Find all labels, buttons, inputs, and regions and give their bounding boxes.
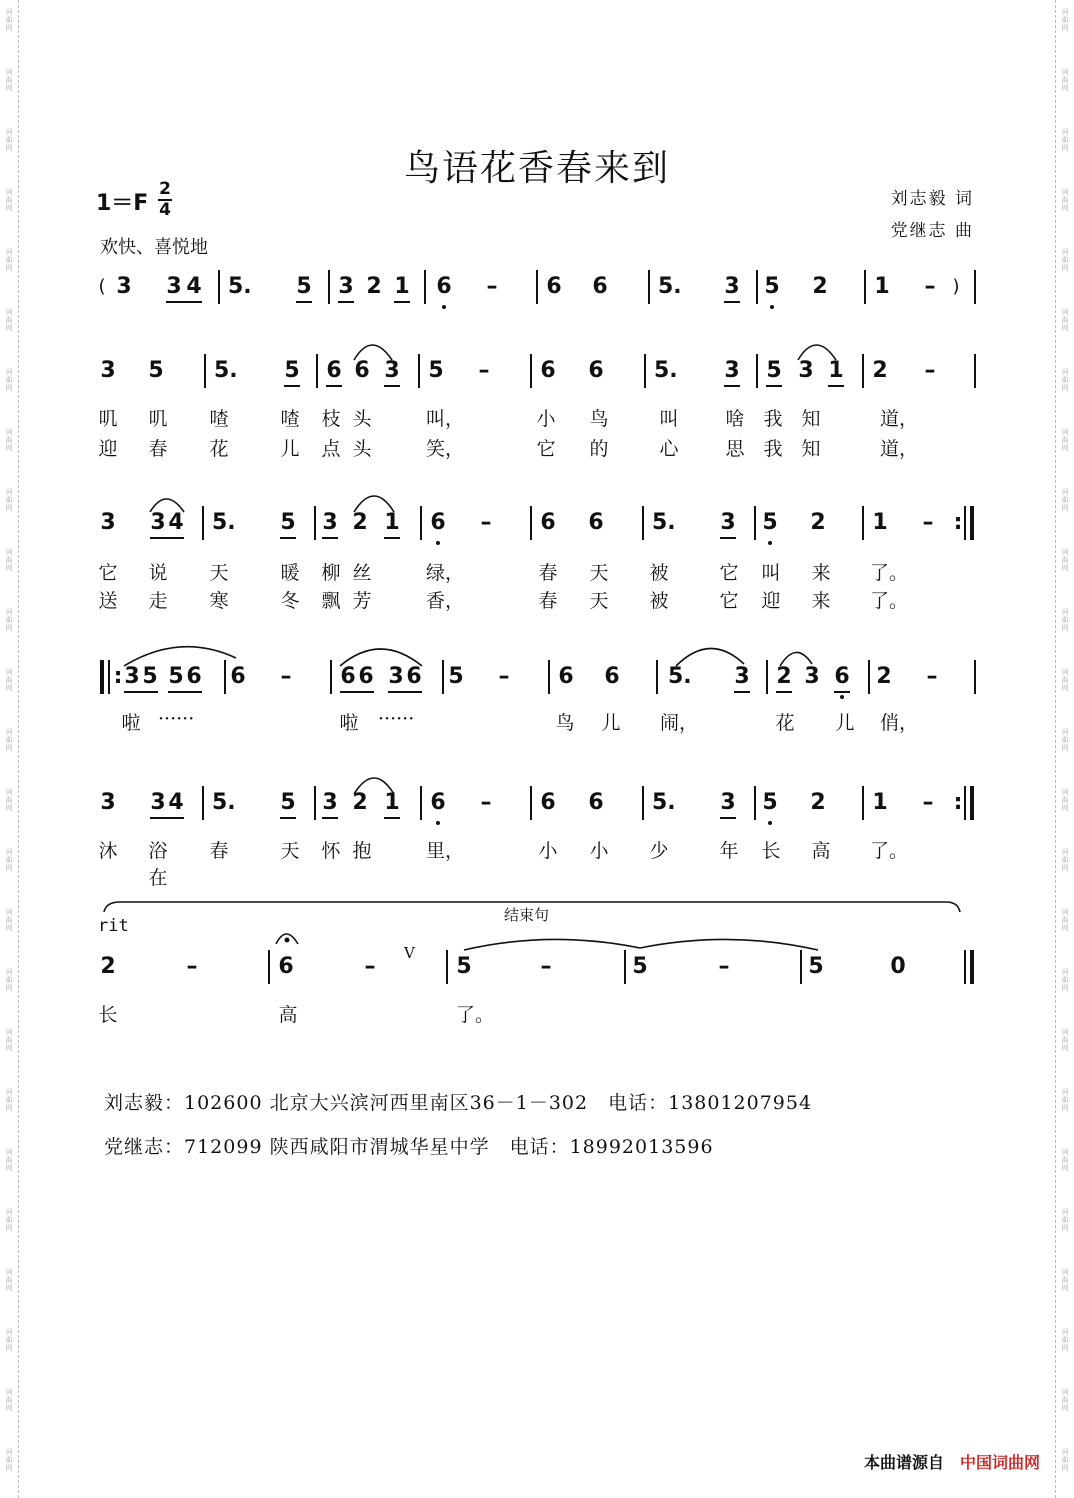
note: 3 — [100, 510, 116, 535]
dash: – — [926, 664, 938, 689]
note: 5 — [428, 358, 444, 383]
slur — [780, 652, 812, 666]
lyric-syllable: 芳 — [352, 590, 372, 612]
watermark-text: 词 曲 网 — [5, 428, 13, 452]
watermark-text: 词 曲 网 — [1061, 1088, 1069, 1112]
note: 3 — [322, 790, 338, 815]
note: 1 — [384, 510, 400, 535]
source-credit — [864, 1450, 1040, 1473]
repeat-dots: : — [953, 790, 963, 815]
note: 1 — [872, 510, 888, 535]
note: 5 — [632, 954, 648, 979]
time-signature: $\frac{2}{4}$ — [159, 179, 171, 220]
watermark-text: 词 曲 网 — [5, 908, 13, 932]
lyric-syllable: 叫 — [761, 562, 781, 584]
note: 5. — [658, 274, 682, 299]
watermark-text: 词 曲 网 — [1061, 368, 1069, 392]
note: 6 — [588, 358, 604, 383]
song-title: 鸟语花香春来到 — [403, 148, 670, 189]
lyric-syllable: 长 — [98, 1004, 118, 1026]
lyric-syllable: 知 — [801, 438, 821, 460]
watermark-text: 词 曲 网 — [5, 1328, 13, 1352]
dash: – — [540, 954, 552, 979]
watermark-text: 词 曲 网 — [1061, 1028, 1069, 1052]
lyric-syllable: 少 — [649, 840, 669, 862]
watermark-text: 词 曲 网 — [5, 68, 13, 92]
lyric-syllable: ······ — [378, 708, 415, 730]
source-label: 本曲谱源自 — [863, 1453, 944, 1472]
note: 3 — [100, 358, 116, 383]
lyric-syllable: 寒 — [209, 590, 229, 612]
watermark-text: 词 曲 网 — [1061, 1208, 1069, 1232]
watermark-text: 词 曲 网 — [5, 188, 13, 212]
lyric-syllable: 小 — [538, 840, 558, 862]
dash: – — [480, 790, 492, 815]
lyric-syllable: 柳 — [321, 562, 341, 584]
lyric-syllable: 长 — [761, 840, 781, 862]
note: 1 — [828, 358, 844, 383]
dash: – — [498, 664, 510, 689]
lyric-syllable: 天 — [280, 840, 300, 862]
note: 2 — [810, 510, 826, 535]
note: 5 — [280, 510, 296, 535]
lyric-syllable: 绿， — [426, 562, 465, 584]
watermark-text: 词 曲 网 — [5, 608, 13, 632]
watermark-text: 词 曲 网 — [5, 248, 13, 272]
lyric-syllable: 儿 — [601, 712, 621, 734]
lyric-syllable: 叫 — [659, 408, 679, 430]
lyricist-credit: 刘志毅 词 — [890, 189, 974, 209]
note: 1 — [384, 790, 400, 815]
lyric-syllable: 了。 — [870, 590, 909, 612]
note: 6 — [588, 790, 604, 815]
note: 4 — [168, 790, 184, 815]
lyric-syllable: 花 — [209, 438, 229, 460]
lyric-syllable: 我 — [763, 438, 783, 460]
note: 2 — [812, 274, 828, 299]
watermark-text: 词 曲 网 — [1061, 1448, 1069, 1472]
lyric-syllable: 儿 — [835, 712, 855, 734]
note: 6 — [834, 664, 850, 689]
note: 5. — [212, 790, 236, 815]
watermark-text: 词 曲 网 — [1061, 848, 1069, 872]
lyric-syllable: 冬 — [280, 590, 300, 612]
note: 5 — [456, 954, 472, 979]
note: 3 — [124, 664, 140, 689]
note: 3 — [720, 790, 736, 815]
lyric-syllable: 暖 — [280, 562, 300, 584]
watermark-text: 词 曲 网 — [1061, 428, 1069, 452]
lyric-syllable: 知 — [801, 408, 821, 430]
lyric-syllable: 啥 — [725, 408, 745, 430]
note: 1 — [872, 790, 888, 815]
note: 6 — [230, 664, 246, 689]
lyric-syllable: 儿 — [280, 438, 300, 460]
watermark-text: 词 曲 网 — [1061, 308, 1069, 332]
slur — [464, 939, 640, 950]
slur — [124, 647, 236, 666]
lyric-syllable: 送 — [98, 590, 118, 612]
note: 3 — [384, 358, 400, 383]
watermark-text: 词 曲 网 — [1061, 908, 1069, 932]
lyric-syllable: 的 — [589, 438, 609, 460]
watermark-text: 词 曲 网 — [1061, 1148, 1069, 1172]
watermark-text: 词 曲 网 — [5, 1028, 13, 1052]
watermark-text: 词 曲 网 — [5, 1088, 13, 1112]
repeat-dots: : — [953, 510, 963, 535]
watermark-text: 词 曲 网 — [5, 788, 13, 812]
watermark-text: 词 曲 网 — [5, 488, 13, 512]
note: 5 — [762, 790, 778, 815]
note: 2 — [352, 790, 368, 815]
watermark-text: 词 曲 网 — [1061, 548, 1069, 572]
note: 6 — [436, 274, 452, 299]
lyric-syllable: 走 — [148, 590, 168, 612]
lyric-syllable: 飘 — [321, 590, 341, 612]
note: 5 — [142, 664, 158, 689]
lyric-syllable: 春 — [148, 438, 168, 460]
lyric-syllable: 小 — [589, 840, 609, 862]
note: 6 — [604, 664, 620, 689]
lyric-syllable: 头 — [352, 408, 372, 430]
note: 6 — [540, 358, 556, 383]
lyric-syllable: 鸟 — [589, 408, 609, 430]
lyric-syllable: 它 — [719, 562, 739, 584]
lyric-syllable: 春 — [538, 562, 558, 584]
lyric-syllable: 了。 — [456, 1004, 495, 1026]
note: 6 — [186, 664, 202, 689]
slur — [354, 496, 394, 512]
lyric-syllable: 它 — [536, 438, 556, 460]
note: 2 — [352, 510, 368, 535]
lyric-syllable: 啦 — [339, 712, 359, 734]
dash: – — [922, 790, 934, 815]
lyric-syllable: 了。 — [870, 562, 909, 584]
phrase-bracket — [104, 902, 960, 912]
note: 1 — [874, 274, 890, 299]
watermark-text: 词 曲 网 — [1061, 668, 1069, 692]
note: 6 — [540, 510, 556, 535]
note: 4 — [186, 274, 202, 299]
lyric-syllable: 我 — [763, 408, 783, 430]
note: 5 — [766, 358, 782, 383]
key-signature: 1＝F — [96, 191, 149, 216]
watermark-text: 词 曲 网 — [5, 668, 13, 692]
fermata-dot — [285, 938, 290, 943]
contact-composer: 党继志：712099 陕西咸阳市渭城华星中学 电话：18992013596 — [104, 1136, 714, 1158]
lyric-syllable: 喳 — [280, 408, 300, 430]
watermark-text: 词 曲 网 — [5, 968, 13, 992]
lyric-syllable: 天 — [589, 590, 609, 612]
lyric-syllable: 浴在 — [148, 840, 168, 889]
dash: – — [924, 358, 936, 383]
watermark-text: 词 曲 网 — [1061, 1388, 1069, 1412]
lyric-syllable: 迎 — [761, 590, 781, 612]
dash: – — [718, 954, 730, 979]
note: 3 — [388, 664, 404, 689]
ending-label: 结束句 — [504, 906, 550, 924]
note: 0 — [890, 954, 906, 979]
note: 3 — [734, 664, 750, 689]
watermark-text: 词 曲 网 — [1061, 1268, 1069, 1292]
lyric-syllable: 丝 — [352, 562, 372, 584]
watermark-text: 词 曲 网 — [1061, 788, 1069, 812]
note: 5 — [148, 358, 164, 383]
slur — [640, 939, 818, 950]
lyric-syllable: 小 — [536, 408, 556, 430]
note: 5. — [228, 274, 252, 299]
note: 5 — [280, 790, 296, 815]
lyric-syllable: 天 — [209, 562, 229, 584]
note: 5. — [212, 510, 236, 535]
watermark-text: 词 曲 网 — [5, 548, 13, 572]
lyric-syllable: 道， — [880, 408, 919, 430]
note: 2 — [366, 274, 382, 299]
watermark-text: 词 曲 网 — [1061, 968, 1069, 992]
lyric-syllable: 里， — [426, 840, 465, 862]
watermark-text: 词 曲 网 — [5, 308, 13, 332]
lyric-syllable: 来 — [811, 590, 831, 612]
note: 3 — [322, 510, 338, 535]
lyric-syllable: 俏， — [880, 712, 919, 734]
watermark-text: 词 曲 网 — [1061, 128, 1069, 152]
note: 2 — [872, 358, 888, 383]
note: 5 — [808, 954, 824, 979]
watermark-text: 词 曲 网 — [5, 1208, 13, 1232]
lyric-syllable: 叽 — [148, 408, 168, 430]
note: 3 — [338, 274, 354, 299]
watermark-text: 词 曲 网 — [5, 1268, 13, 1292]
note: 6 — [592, 274, 608, 299]
note: 5 — [296, 274, 312, 299]
lyric-syllable: 啦 — [121, 712, 141, 734]
lyric-syllable: 它 — [719, 590, 739, 612]
watermark-text: 词 曲 网 — [5, 1388, 13, 1412]
lyric-syllable: 了。 — [870, 840, 909, 862]
lyric-syllable: 闹， — [660, 712, 699, 734]
note: 6 — [430, 510, 446, 535]
note: 6 — [558, 664, 574, 689]
note: 6 — [588, 510, 604, 535]
note: 5. — [652, 510, 676, 535]
watermark-text: 词 曲 网 — [1061, 488, 1069, 512]
lyric-syllable: 头 — [352, 438, 372, 460]
lyric-syllable: 心 — [659, 438, 679, 460]
note: 3 — [804, 664, 820, 689]
lyric-syllable: ······ — [158, 708, 195, 730]
slur — [354, 778, 394, 794]
note: 6 — [326, 358, 342, 383]
lyric-syllable: 点 — [321, 438, 341, 460]
lyric-syllable: 笑， — [426, 438, 465, 460]
lyric-syllable: 沐 — [98, 840, 118, 862]
note: 1 — [394, 274, 410, 299]
note: 6 — [354, 358, 370, 383]
lyric-syllable: 枝 — [321, 408, 341, 430]
watermark-text: 词 曲 网 — [1061, 608, 1069, 632]
slur — [798, 345, 836, 360]
note: 3 — [724, 274, 740, 299]
note: 5 — [284, 358, 300, 383]
watermark-text: 词 曲 网 — [1061, 8, 1069, 32]
watermark-text: 词 曲 网 — [5, 848, 13, 872]
note: 6 — [540, 790, 556, 815]
lyric-syllable: 年 — [719, 840, 739, 862]
breath-mark: V — [404, 944, 415, 962]
watermark-text: 词 曲 网 — [1061, 68, 1069, 92]
note: 6 — [406, 664, 422, 689]
dash: – — [486, 274, 498, 299]
lyric-syllable: 春 — [209, 840, 229, 862]
dash: – — [922, 510, 934, 535]
source-site-link[interactable]: 中国词曲网 — [959, 1453, 1040, 1472]
lyric-syllable: 高 — [811, 840, 831, 862]
note: 2 — [776, 664, 792, 689]
lyric-syllable: 怀 — [321, 840, 341, 862]
note: 5. — [654, 358, 678, 383]
note: 5 — [448, 664, 464, 689]
slur — [354, 345, 392, 360]
note: 3 — [100, 790, 116, 815]
paren-close: ) — [952, 276, 960, 297]
lyric-syllable: 抱 — [352, 840, 372, 862]
composer-credit: 党继志 曲 — [890, 221, 974, 241]
dash: – — [924, 274, 936, 299]
dash: – — [364, 954, 376, 979]
note: 5. — [668, 664, 692, 689]
lyric-syllable: 被 — [649, 562, 669, 584]
watermark-text: 词 曲 网 — [5, 728, 13, 752]
note: 2 — [810, 790, 826, 815]
slur — [150, 499, 184, 512]
note: 3 — [116, 274, 132, 299]
lyric-syllable: 被 — [649, 590, 669, 612]
note: 5 — [764, 274, 780, 299]
watermark-text: 词 曲 网 — [1061, 188, 1069, 212]
note: 6 — [430, 790, 446, 815]
repeat-dots: : — [113, 664, 123, 689]
lyric-syllable: 迎 — [98, 438, 118, 460]
note: 6 — [278, 954, 294, 979]
paren-open: ( — [98, 276, 106, 297]
note: 3 — [720, 510, 736, 535]
note: 2 — [876, 664, 892, 689]
lyric-syllable: 高 — [278, 1004, 298, 1026]
watermark-text: 词 曲 网 — [5, 1448, 13, 1472]
lyric-syllable: 来 — [811, 562, 831, 584]
lyric-syllable: 道， — [880, 438, 919, 460]
watermark-text: 词 曲 网 — [5, 1148, 13, 1172]
watermark-text: 词 曲 网 — [1061, 728, 1069, 752]
note: 5. — [652, 790, 676, 815]
dash: – — [280, 664, 292, 689]
note: 5 — [762, 510, 778, 535]
note: 6 — [546, 274, 562, 299]
slur — [340, 649, 422, 666]
lyric-syllable: 思 — [725, 438, 745, 460]
lyric-syllable: 天 — [589, 562, 609, 584]
note: 6 — [340, 664, 356, 689]
note: 6 — [358, 664, 374, 689]
note: 3 — [150, 790, 166, 815]
rit-marking: rit — [98, 916, 129, 936]
note: 3 — [150, 510, 166, 535]
lyric-syllable: 春 — [538, 590, 558, 612]
lyric-syllable: 喳 — [209, 408, 229, 430]
watermark-text: 词 曲 网 — [5, 368, 13, 392]
lyric-syllable: 叫， — [426, 408, 465, 430]
dash: – — [480, 510, 492, 535]
note: 4 — [168, 510, 184, 535]
slur — [676, 648, 744, 666]
note: 5 — [168, 664, 184, 689]
lyric-syllable: 鸟 — [555, 712, 575, 734]
lyric-syllable: 花 — [775, 712, 795, 734]
watermark-text: 词 曲 网 — [5, 8, 13, 32]
contact-lyricist: 刘志毅：102600 北京大兴滨河西里南区36－1－302 电话：13801207954 — [104, 1092, 813, 1114]
watermark-text: 词 曲 网 — [1061, 248, 1069, 272]
lyric-syllable: 它 — [98, 562, 118, 584]
watermark-text: 词 曲 网 — [5, 128, 13, 152]
lyric-syllable: 香， — [426, 590, 465, 612]
lyric-syllable: 叽 — [98, 408, 118, 430]
dash: – — [186, 954, 198, 979]
lyric-syllable: 说 — [148, 562, 168, 584]
note: 2 — [100, 954, 116, 979]
watermark-text: 词 曲 网 — [1061, 1328, 1069, 1352]
note: 3 — [798, 358, 814, 383]
note: 3 — [724, 358, 740, 383]
note: 3 — [166, 274, 182, 299]
dash: – — [478, 358, 490, 383]
note: 5. — [214, 358, 238, 383]
tempo-marking: 欢快、喜悦地 — [100, 237, 208, 258]
